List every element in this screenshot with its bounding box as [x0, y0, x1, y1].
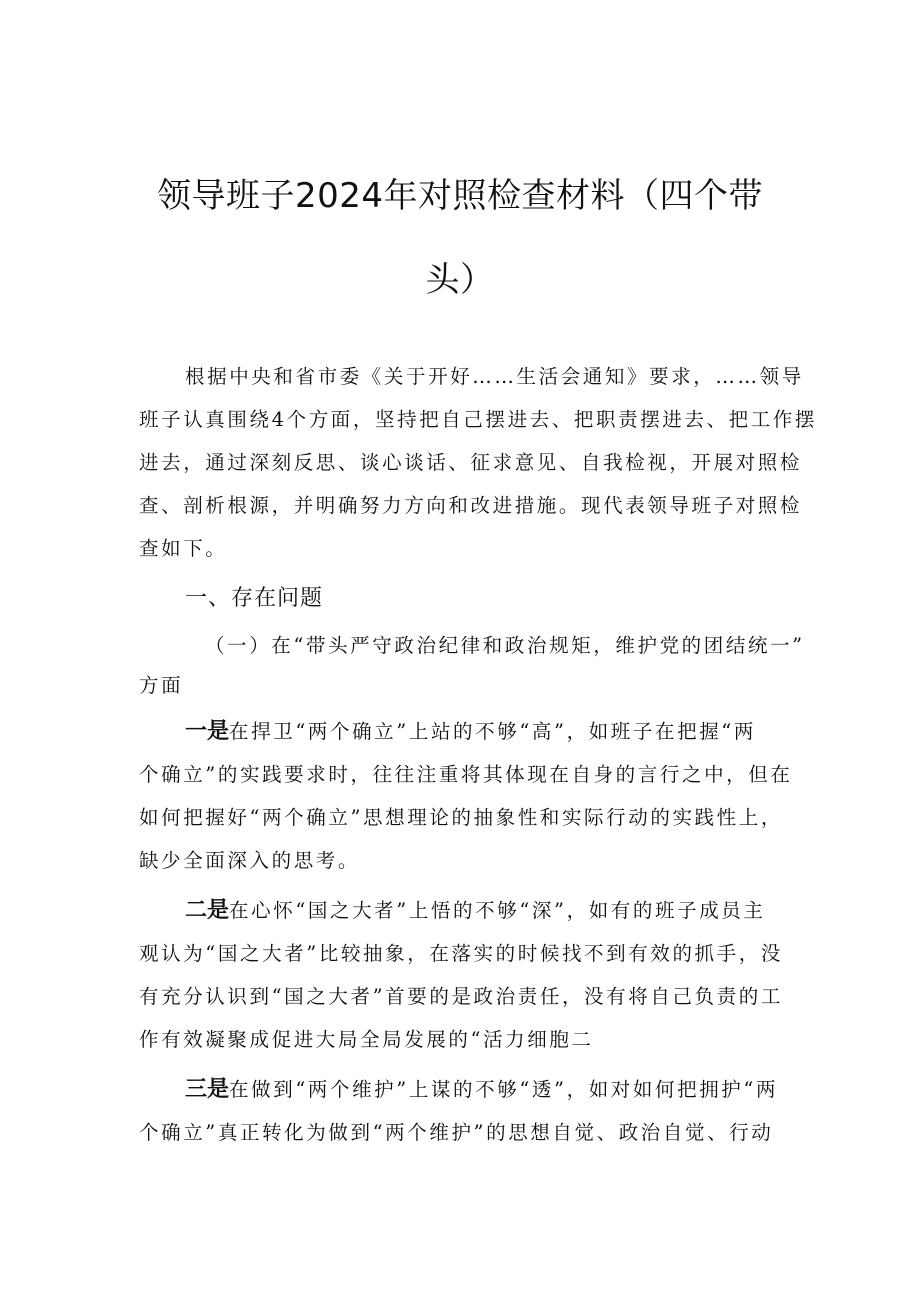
intro-line: 根据中央和省市委《关于开好……生活会通知》要求，……领导 — [185, 365, 804, 388]
document-title-line-1: 领导班子2024年对照检查材料（四个带 — [156, 176, 764, 216]
subsection-line: （一）在“带头严守政治纪律和政治规矩，维护党的团结统一” — [205, 634, 805, 657]
item-2-line — [185, 889, 766, 932]
item-1-line: 个确立”的实践要求时，往往注重将其体现在自身的言行之中，但在 — [139, 763, 793, 786]
item-2-line: 有充分认识到“国之大者”首要的是政治责任，没有将自己负责的工 — [139, 985, 783, 1008]
item-3-line: 个确立”真正转化为做到“两个维护”的思想自觉、政治自觉、行动 — [139, 1121, 774, 1144]
item-3-text: 在做到“两个维护”上谋的不够“透”，如对如何把拥护“两 — [229, 1078, 779, 1101]
item-1-lead: 一是 — [185, 719, 230, 744]
item-1-text: 在捍卫“两个确立”上站的不够“高”，如班子在把握“两 — [229, 720, 756, 743]
item-2-text: 在心怀“国之大者”上悟的不够“深”，如有的班子成员主 — [229, 899, 766, 922]
item-3-lead: 三是 — [185, 1077, 230, 1102]
intro-line: 进去，通过深刻反思、谈心谈话、征求意见、自我检视，开展对照检 — [139, 451, 803, 474]
item-2-line: 观认为“国之大者”比较抽象，在落实的时候找不到有效的抓手，没 — [139, 942, 783, 965]
item-2-line: 作有效凝聚成促进大局全局发展的“活力细胞二 — [139, 1028, 594, 1051]
section-heading: 一、存在问题 — [185, 586, 324, 611]
document-title-line-2: 头） — [425, 260, 495, 300]
intro-line: 班子认真围绕4个方面，坚持把自己摆进去、把职责摆进去、把工作摆 — [139, 408, 818, 431]
intro-line: 查、剖析根源，并明确努力方向和改进措施。现代表领导班子对照检 — [139, 494, 803, 517]
item-1-line — [185, 710, 756, 753]
item-1-line: 如何把握好“两个确立”思想理论的抽象性和实际行动的实践性上， — [139, 806, 783, 829]
item-1-line: 缺少全面深入的思考。 — [139, 849, 361, 872]
item-2-lead: 二是 — [185, 898, 230, 923]
intro-line: 查如下。 — [139, 537, 228, 560]
subsection-line: 方面 — [139, 674, 184, 697]
item-3-line — [185, 1068, 778, 1111]
